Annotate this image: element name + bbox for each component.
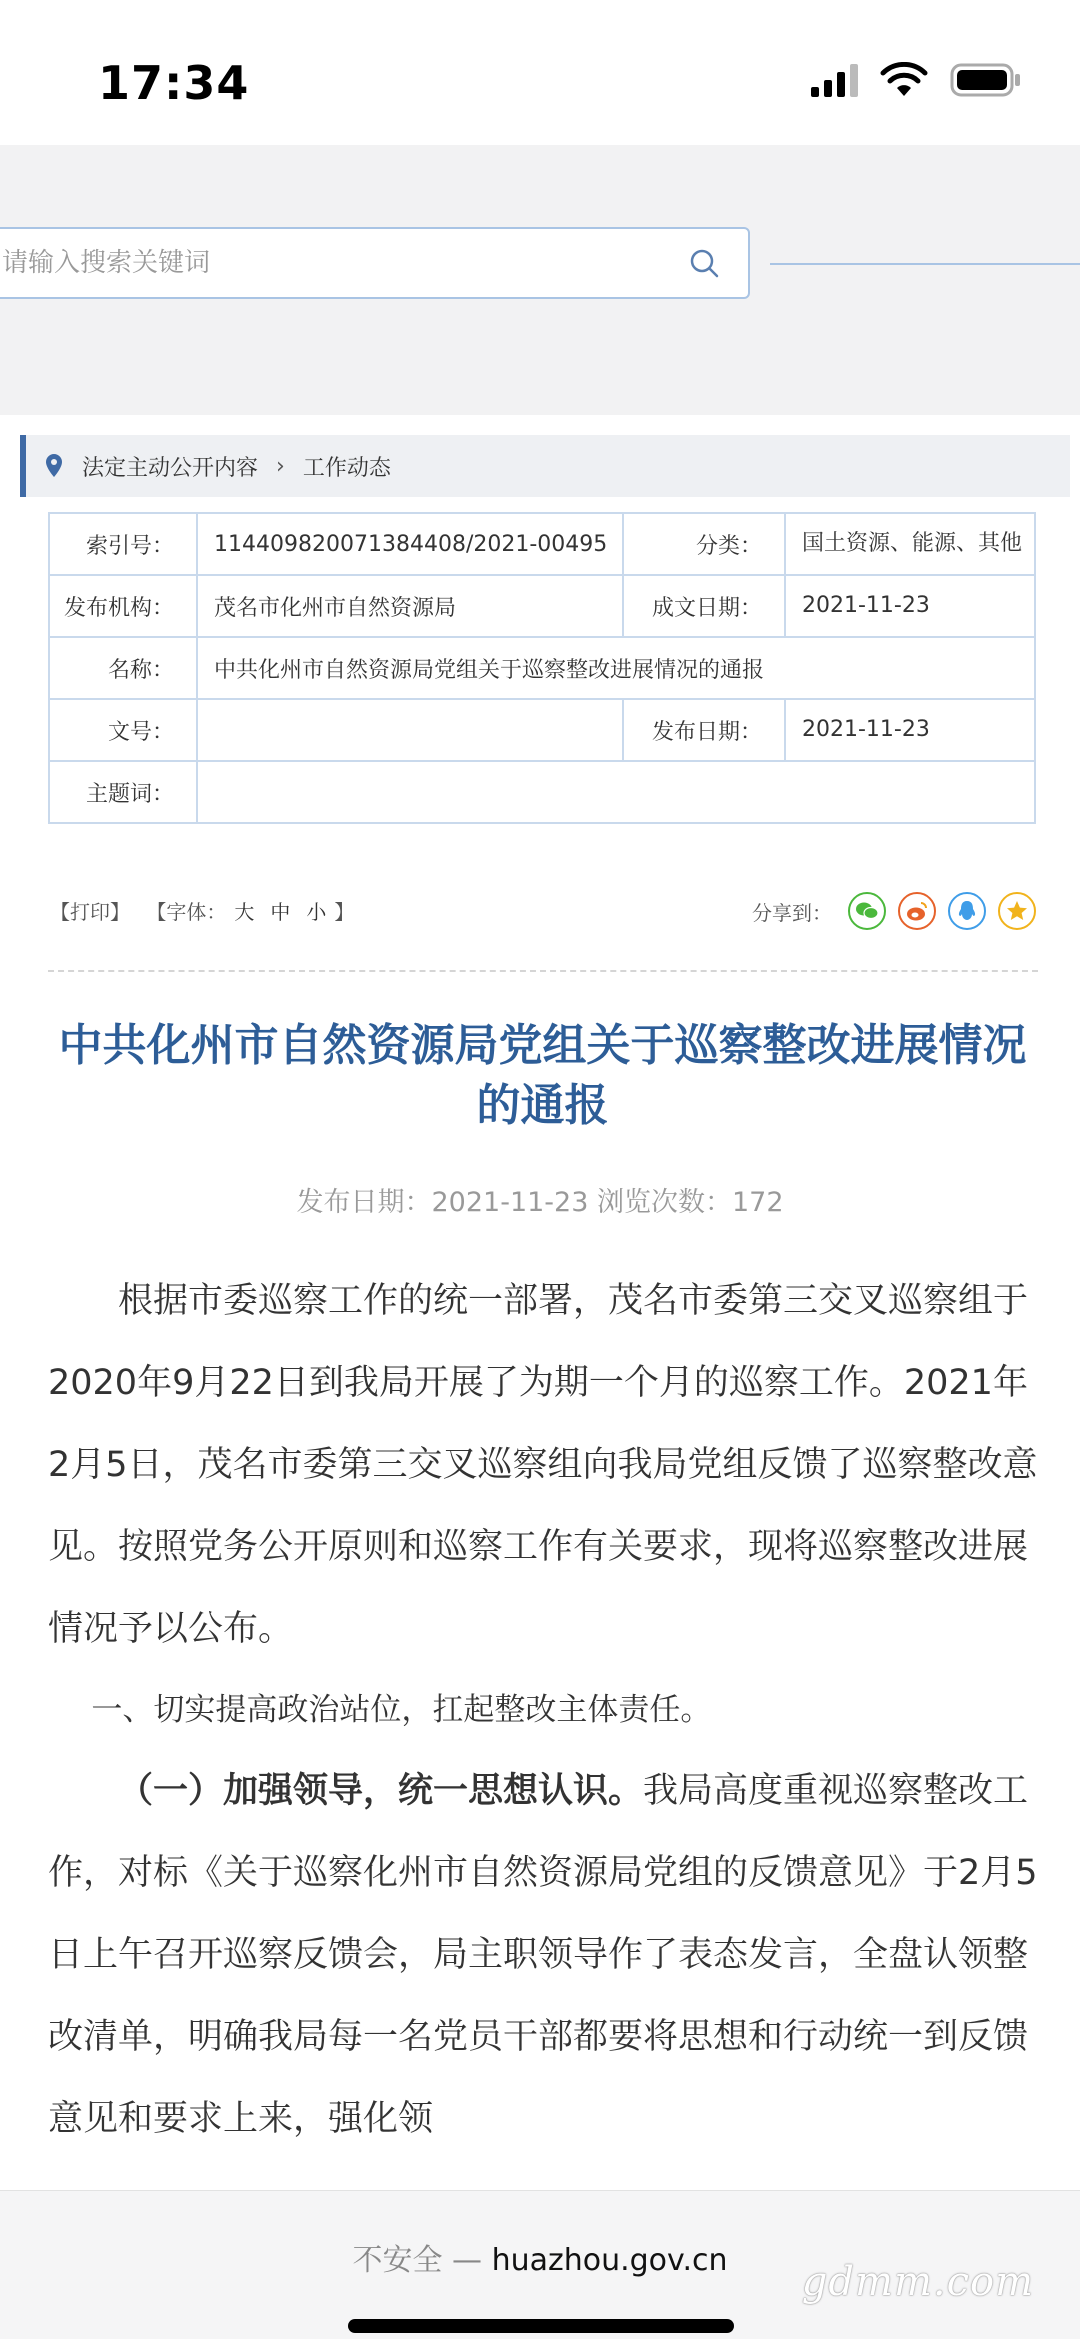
font-size-small[interactable]: 小	[306, 900, 327, 924]
publisher-label: 发布机构：	[49, 575, 197, 637]
share-bar	[752, 892, 1036, 930]
search-area	[0, 145, 1080, 415]
article-meta: 发布日期：2021-11-23 浏览次数：172	[296, 1187, 784, 1218]
article-paragraph: 根据市委巡察工作的统一部署，茂名市委第三交叉巡察组于2020年9月22日到我局开展了为期一个月的巡察工作。2021年2月5日，茂名市委第三交叉巡察组向我局党组反馈了巡察整改意见。按照党务公开原则和巡察工作有关要求，现将巡察整改进展情况予以公布。	[48, 1281, 1038, 1649]
name-label: 名称：	[49, 637, 197, 699]
table-row	[49, 575, 1035, 637]
cellular-signal-icon	[811, 63, 858, 97]
font-size-large[interactable]: 大	[234, 900, 255, 924]
index-label: 索引号：	[49, 513, 197, 575]
battery-icon	[950, 62, 1022, 98]
created-date-value: 2021-11-23	[785, 575, 1035, 637]
watermark: gdmm.com	[801, 2259, 1034, 2305]
category-label: 分类：	[623, 513, 785, 575]
decorative-line	[770, 263, 1080, 265]
search-box	[0, 227, 750, 299]
location-pin-icon	[44, 453, 64, 479]
breadcrumb-item-public-content[interactable]: 法定主动公开内容	[82, 455, 259, 481]
status-time: 17:34	[98, 56, 250, 110]
status-icons	[811, 62, 1022, 98]
published-date-value: 2021-11-23	[785, 699, 1035, 761]
article-title: 中共化州市自然资源局党组关于巡察整改进展情况的通报	[58, 1020, 1027, 1131]
published-date-label: 发布日期：	[623, 699, 785, 761]
wifi-icon	[880, 62, 928, 98]
index-value: 114409820071384408/2021-00495	[197, 513, 623, 575]
article-section-heading: 一、切实提高政治站位，扛起整改主体责任。	[91, 1692, 712, 1728]
created-date-label: 成文日期：	[623, 575, 785, 637]
share-label: 分享到：	[752, 900, 832, 925]
wechat-icon	[855, 901, 879, 921]
table-row	[49, 637, 1035, 699]
breadcrumb-item-work-news[interactable]: 工作动态	[302, 455, 391, 481]
url-domain: huazhou.gov.cn	[491, 2243, 728, 2278]
divider	[48, 970, 1038, 972]
qq-penguin-icon	[957, 899, 977, 923]
print-link[interactable]: 【打印】	[50, 900, 130, 924]
table-row	[49, 513, 1035, 575]
subject-value	[197, 761, 1035, 823]
subject-label: 主题词：	[49, 761, 197, 823]
article-subheading: （一）加强领导，统一思想认识。	[118, 1771, 644, 1811]
category-value: 国土资源、能源、其他	[785, 513, 1035, 575]
name-value: 中共化州市自然资源局党组关于巡察整改进展情况的通报	[197, 637, 1035, 699]
chevron-right-icon: ›	[276, 453, 285, 479]
search-input[interactable]	[2, 229, 642, 297]
breadcrumb	[20, 435, 1070, 497]
article-body	[48, 1260, 1038, 2160]
share-weibo-button[interactable]	[898, 892, 936, 930]
insecure-label: 不安全 —	[352, 2243, 492, 2278]
star-icon	[1005, 899, 1029, 923]
document-info-table	[48, 512, 1036, 824]
font-size-label: 【字体：	[146, 900, 227, 924]
status-bar	[0, 0, 1080, 145]
share-qq-button[interactable]	[948, 892, 986, 930]
add-favorite-button[interactable]	[998, 892, 1036, 930]
article-tools	[50, 896, 354, 925]
article-paragraph	[48, 1750, 1038, 2160]
home-indicator[interactable]	[348, 2319, 734, 2333]
article-paragraph-text: 我局高度重视巡察整改工作，对标《关于巡察化州市自然资源局党组的反馈意见》于2月5日上午召开巡察反馈会，局主职领导作了表态发言，全盘认领整改清单，明确我局每一名党员干部都要将思想和行动统一到反馈意见和要求上来，强化领	[48, 1771, 1038, 2139]
font-size-close: 】	[334, 900, 355, 924]
publisher-value: 茂名市化州市自然资源局	[197, 575, 623, 637]
share-wechat-button[interactable]	[848, 892, 886, 930]
table-row	[49, 699, 1035, 761]
search-icon[interactable]	[688, 247, 720, 279]
weibo-icon	[905, 900, 929, 922]
browser-url-bar[interactable]	[0, 2190, 1080, 2339]
doc-number-label: 文号：	[49, 699, 197, 761]
doc-number-value	[197, 699, 623, 761]
table-row	[49, 761, 1035, 823]
font-size-medium[interactable]: 中	[270, 900, 291, 924]
